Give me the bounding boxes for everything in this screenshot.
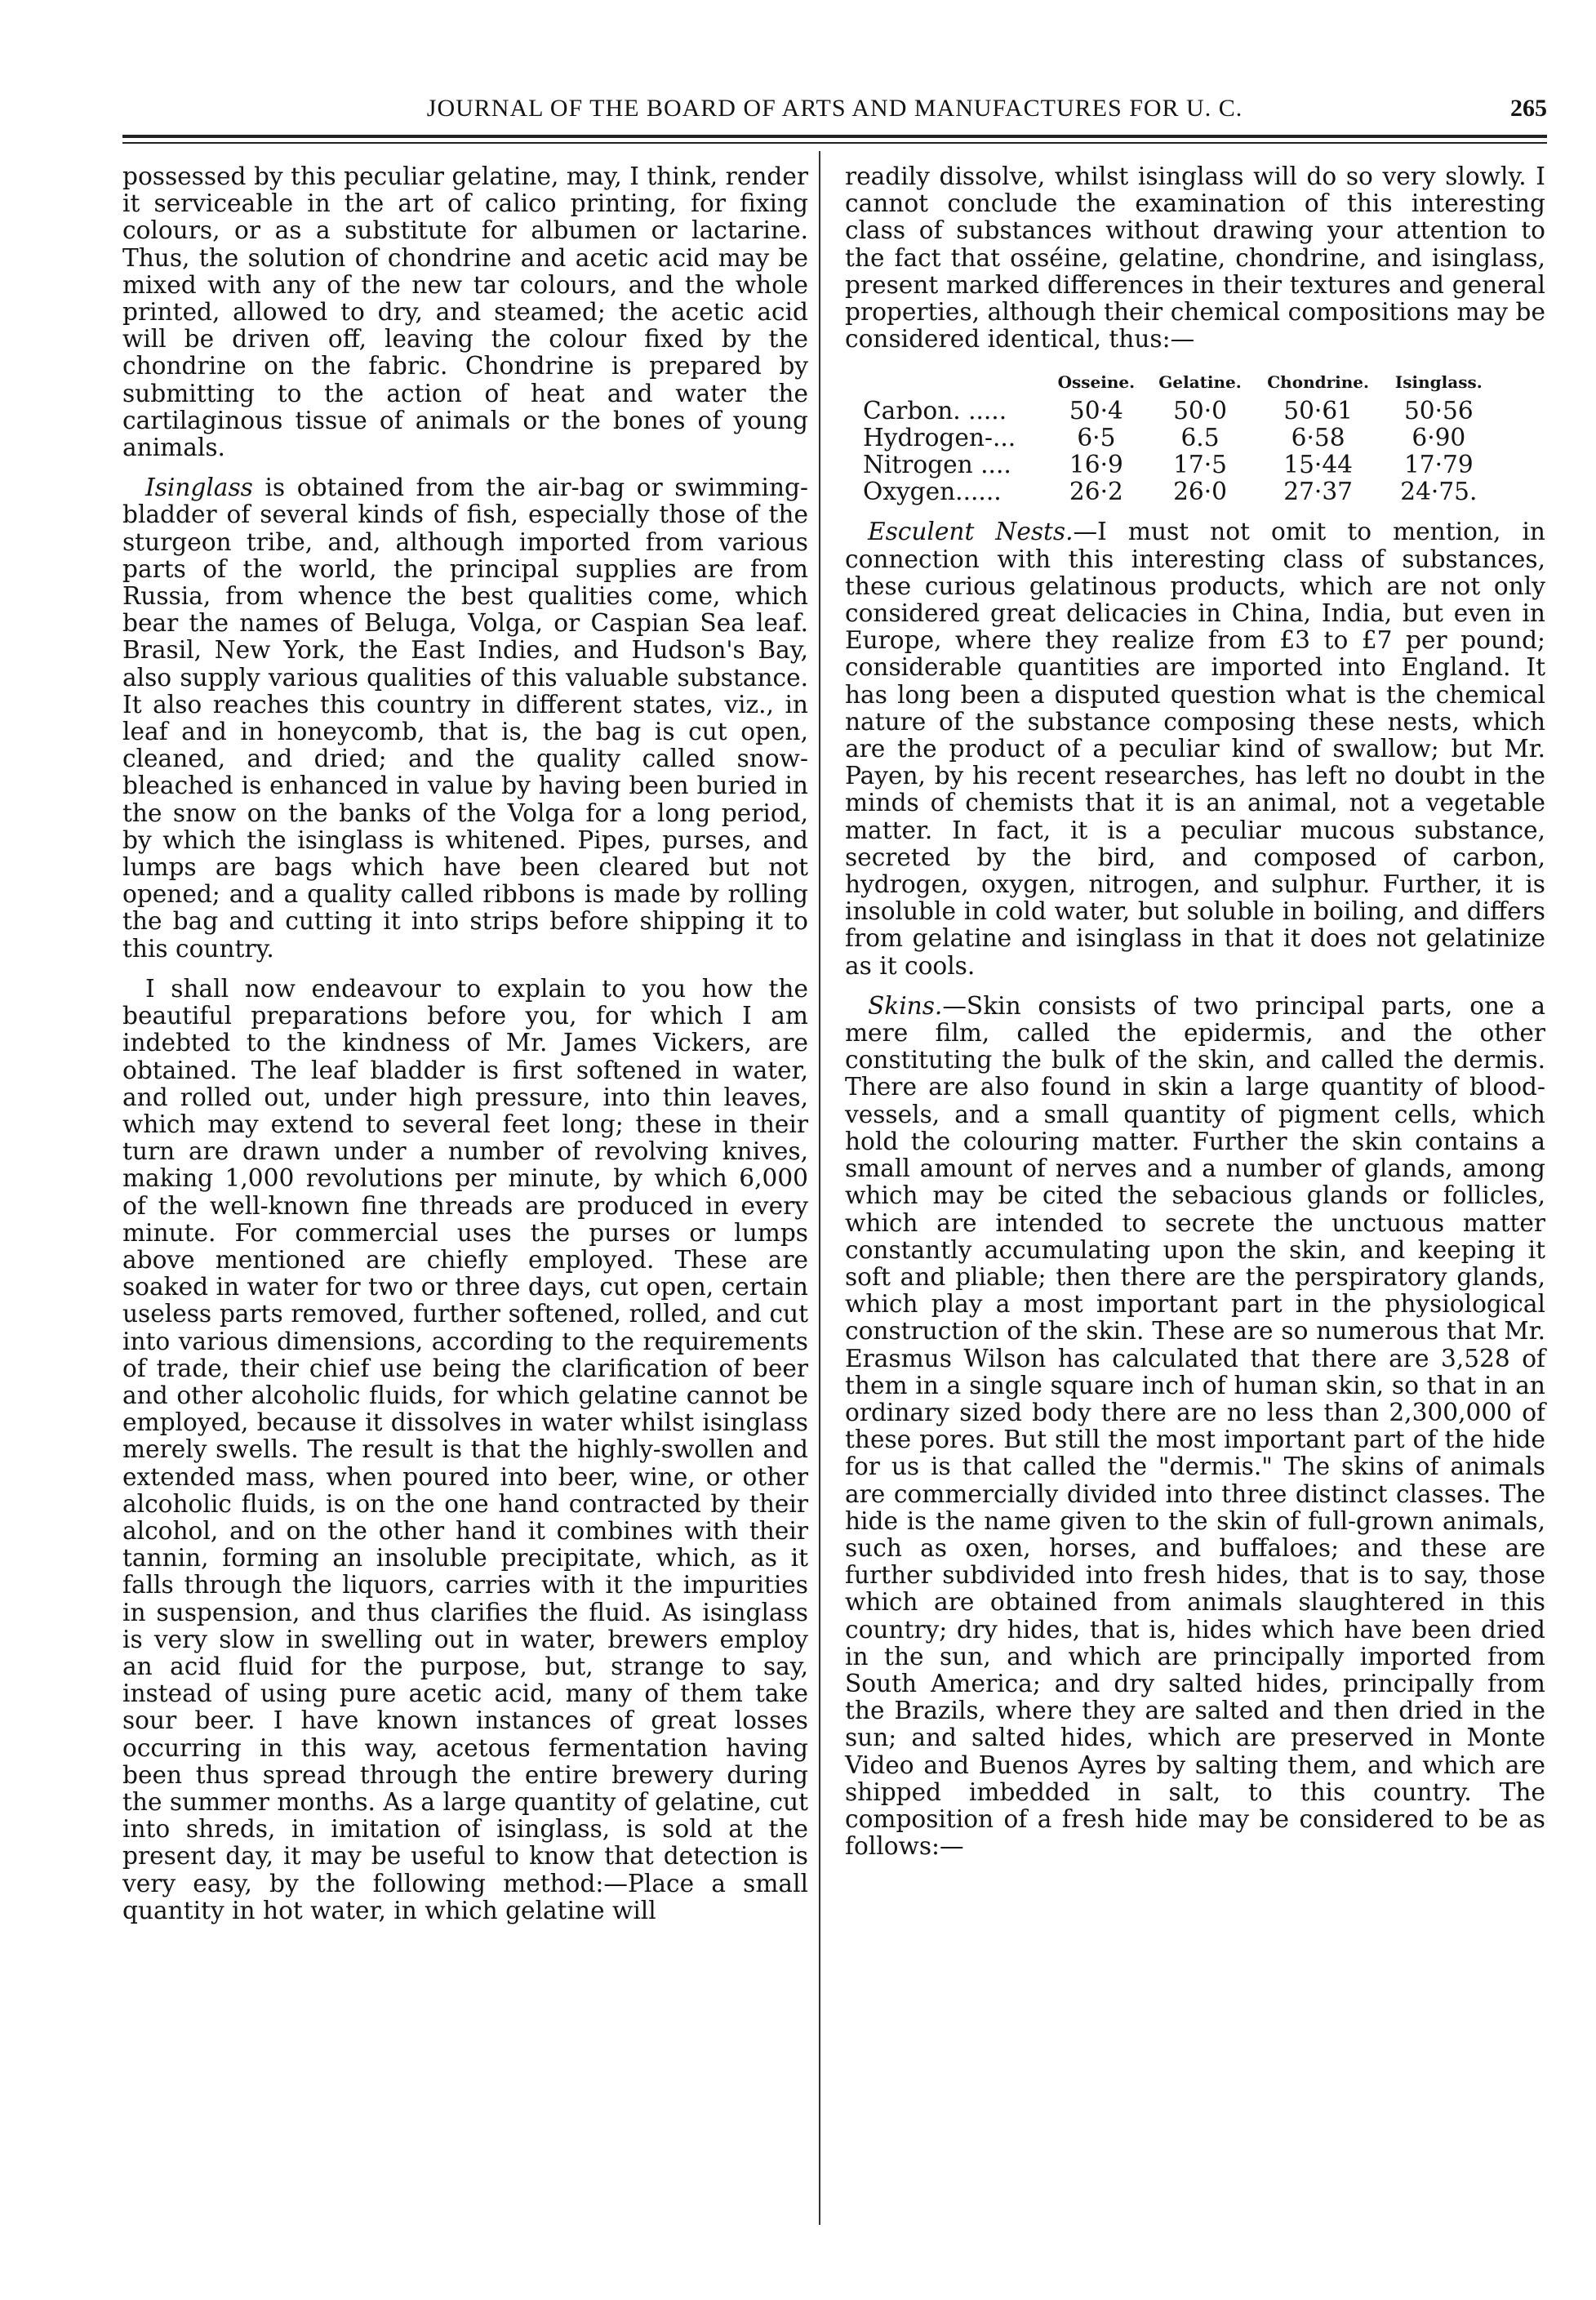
header-rule-thick (122, 135, 1547, 138)
left-column (122, 163, 808, 1924)
table-cell: 27·37 (1283, 478, 1353, 506)
table-cell: 17·79 (1403, 451, 1474, 479)
isinglass-text: is obtained from the air-bag or swimming-bladder of several kinds of fish, especially those of the sturgeon tribe, and, although imported from various parts of the world, the principal supplies are from Russia, from whence the best qualities come, which bear the names of Beluga, Volga, or Caspian Sea leaf. Brasil, New York, the East Indies, and Hudson's Bay, also supply various qualities of this valuable substance. It also reaches this country in different states, viz., in leaf and in honeycomb, that is, the bag is cut open, cleaned, and dried; and the quality called snow-bleached is enhanced in value by having been buried in the snow on the banks of the Volga for a long period, by which the isinglass is whitened. Pipes, purses, and lumps are bags which have been cleared but not opened; and a quality called ribbons is made by rolling the bag and cutting it into strips before shipping it to this country. (122, 474, 808, 963)
table-cell: 50·61 (1283, 397, 1353, 425)
table-header-row (858, 369, 1495, 398)
table-row (858, 478, 1495, 505)
journal-title: JOURNAL OF THE BOARD OF ARTS AND MANUFACTURES FOR U. C. (426, 95, 1243, 122)
table-cell: 24·75. (1400, 478, 1478, 506)
table-header-cell: Osseine. (1057, 372, 1136, 393)
column-divider (819, 151, 820, 2225)
table-cell: 26·2 (1069, 478, 1123, 506)
skins-text: —Skin consists of two principal parts, one a mere film, called the epidermis, and the other constituting the bulk of the skin, and called the dermis. There are also found in skin a large quantity of blood-vessels, and a small quantity of pigment cells, which hold the colouring matter. Further the skin contains a small amount of nerves and a number of glands, among which may be cited the sebacious glands or follicles, which are intended to secrete the unctuous matter constantly accumulating upon the skin, and keeping it soft and pliable; then there are the perspiratory glands, which play a most important part in the physiological construction of the skin. These are so numerous that Mr. Erasmus Wilson has calculated that there are 3,528 of them in a single square inch of human skin, so that in an ordinary sized body there are no less than 2,300,000 of these pores. But still the most important part of the hide for us is that called the "dermis." The skins of animals are commercially divided into three distinct classes. The hide is the name given to the skin of full-grown animals, such as oxen, horses, and buffaloes; and these are further subdivided into fresh hides, that is to say, those which are obtained from animals slaughtered in this country; dry hides, that is, hides which have been dried in the sun, and which are principally imported from South America; and dry salted hides, principally from the Brazils, where they are salted and then dried in the sun; and salted hides, which are preserved in Monte Video and Buenos Ayres by salting them, and which are shipped imbedded in salt, to this country. The composition of a fresh hide may be considered to be as follows:— (845, 991, 1545, 1861)
table-cell: 50·4 (1069, 397, 1123, 425)
table-cell: 26·0 (1173, 478, 1227, 506)
table-cell: 15·44 (1283, 451, 1353, 479)
table-row (858, 452, 1495, 478)
esculent-nests-text: —I must not omit to mention, in connection with this interesting class of substances, these curious gelatinous products, which are not only considered great delicacies in China, India, but even in Europe, where they realize from £3 to £7 per pound; considerable quantities are imported into England. It has long been a disputed question what is the chemical nature of the substance composing these nests, which are the product of a peculiar kind of swallow; but Mr. Payen, by his recent researches, has left no doubt in the minds of chemists that it is an animal, not a vegetable matter. In fact, it is a peculiar mucous substance, secreted by the bird, and composed of carbon, hydrogen, oxygen, nitrogen, and sulphur. Further, it is insoluble in cold water, but soluble in boiling, and differs from gelatine and isinglass in that it does not gelatinize as it cools. (845, 518, 1545, 980)
table-cell: 6·58 (1291, 424, 1345, 452)
table-header-cell: Isinglass. (1394, 372, 1483, 393)
table-header-cell (858, 369, 1046, 398)
paragraph-chondrine-uses: possessed by this peculiar gelatine, may, I think, render it serviceable in the art of calico printing, for fixing colours, or as a substitute for albumen or lactarine. Thus, the solution of chondrine and acetic acid may be mixed with any of the new tar colours, and the whole printed, allowed to dry, and steamed; the acetic acid will be driven off, leaving the colour fixed by the chondrine on the fabric. Chondrine is prepared by submitting to the action of heat and water the cartilaginous tissue of animals or the bones of young animals. (122, 162, 808, 462)
table-cell: 17·5 (1173, 451, 1227, 479)
paragraph-preparation: I shall now endeavour to explain to you how the beautiful preparations before you, for which I am indebted to the kindness of Mr. James Vickers, are obtained. The leaf bladder is first softened in water, and rolled out, under high pressure, into thin leaves, which may extend to several feet long; these in their turn are drawn under a number of revolving knives, making 1,000 revolutions per minute, by which 6,000 of the well-known fine threads are produced in every minute. For commercial uses the purses or lumps above mentioned are chiefly employed. These are soaked in water for two or three days, cut open, certain useless parts removed, further softened, rolled, and cut into various dimensions, according to the requirements of trade, their chief use being the clarification of beer and other alcoholic fluids, for which gelatine cannot be employed, because it dissolves in water whilst isinglass merely swells. The result is that the highly-swollen and extended mass, when poured into beer, wine, or other alcoholic fluids, is on the one hand contracted by their alcohol, and on the other hand it combines with their tannin, forming an insoluble precipitate, which, as it falls through the liquors, carries with it the impurities in suspension, and thus clarifies the fluid. As isinglass is very slow in swelling out in water, brewers employ an acid fluid for the purpose, but, strange to say, instead of using pure acetic acid, many of them take sour beer. I have known instances of great losses occurring in this way, acetous fermentation having been thus spread through the entire brewery during the summer months. As a large quantity of gelatine, cut into shreds, in imitation of isinglass, is sold at the present day, it may be useful to know that detection is very easy, by the following method:—Place a small quantity in hot water, in which gelatine will (122, 974, 808, 1924)
table-cell: Nitrogen .... (863, 451, 1011, 479)
table-cell: Oxygen...... (863, 478, 1002, 506)
isinglass-heading: Isinglass (145, 474, 253, 502)
table-row (858, 398, 1495, 425)
right-column (845, 163, 1545, 1860)
table-cell: 6·5 (1077, 424, 1116, 452)
skins-heading: Skins. (868, 991, 943, 1020)
table-cell: Carbon. ..... (863, 397, 1007, 425)
paragraph-isinglass (122, 474, 808, 963)
table-cell: 50·56 (1403, 397, 1474, 425)
table-header-cell: Chondrine. (1267, 372, 1369, 393)
paragraph-comparison-intro: readily dissolve, whilst isinglass will do so very slowly. I cannot conclude the examination of this interesting class of substances without drawing your attention to the fact that osséine, gelatine, chondrine, and isinglass, present marked differences in their textures and general properties, although their chemical compositions may be considered identical, thus:— (845, 162, 1545, 354)
esculent-nests-heading: Esculent Nests. (868, 518, 1074, 546)
composition-table (858, 369, 1495, 505)
header-rule-thin (122, 142, 1547, 144)
table-cell: 50·0 (1173, 397, 1227, 425)
table-cell: 6·90 (1412, 424, 1466, 452)
table-row (858, 425, 1495, 452)
table-cell: 16·9 (1069, 451, 1123, 479)
paragraph-esculent-nests (845, 518, 1545, 979)
table-header-cell: Gelatine. (1158, 372, 1242, 393)
running-header (122, 90, 1547, 131)
table-cell: Hydrogen-... (863, 424, 1016, 452)
table-cell: 6.5 (1180, 424, 1220, 452)
paragraph-skins (845, 993, 1545, 1861)
page-number: 265 (1510, 95, 1547, 122)
